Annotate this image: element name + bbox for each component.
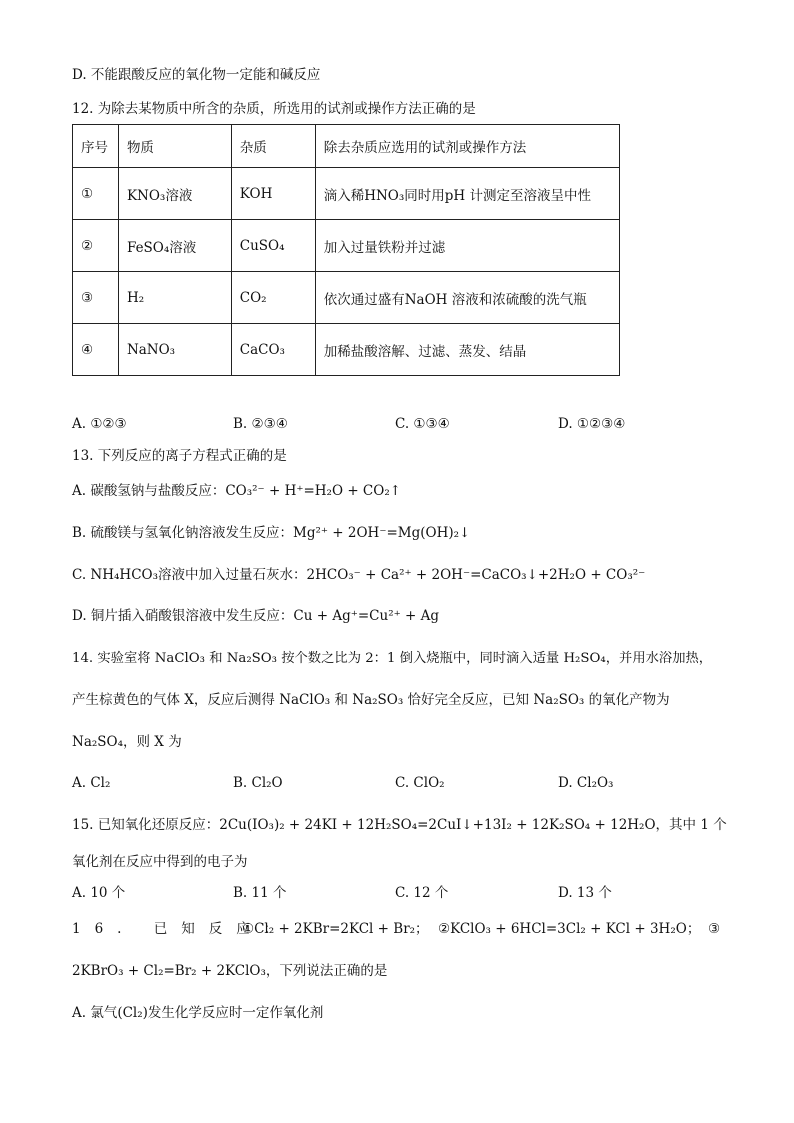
q14-line-3: Na₂SO₄，则 X 为 (72, 734, 182, 750)
q13-option-c: C. NH₄HCO₃溶液中加入过量石灰水：2HCO₃⁻ + Ca²⁺ + 2OH⁻=CaCO₃↓+2H₂O + CO₃²⁻ (72, 567, 646, 583)
q12-table (72, 124, 620, 376)
q16-reaction-3-marker: ③ (708, 921, 721, 937)
q16-option-a: A. 氯气(Cl₂)发生化学反应时一定作氧化剂 (72, 1005, 324, 1021)
q14-line-2: 产生棕黄色的气体 X，反应后测得 NaClO₃ 和 Na₂SO₃ 恰好完全反应，已知 Na₂SO₃ 的氧化产物为 (72, 692, 670, 708)
row-method: 加入过量铁粉并过滤 (315, 220, 619, 272)
q13-option-d: D. 铜片插入硝酸银溶液中发生反应：Cu + Ag⁺=Cu²⁺ + Ag (72, 608, 440, 624)
q12-option-c: C. ①③④ (395, 416, 450, 432)
row-substance: KNO₃溶液 (118, 168, 231, 220)
table-header-row (73, 125, 620, 168)
header-impurity: 杂质 (231, 125, 315, 168)
table-row (73, 220, 620, 272)
q14-option-d: D. Cl₂O₃ (558, 775, 614, 791)
table-row (73, 324, 620, 376)
header-substance: 物质 (118, 125, 231, 168)
q11-option-d: D. 不能跟酸反应的氧化物一定能和碱反应 (72, 67, 321, 83)
row-impurity: CaCO₃ (231, 324, 315, 376)
row-impurity: KOH (231, 168, 315, 220)
table-row (73, 272, 620, 324)
q15-option-a: A. 10 个 (72, 885, 126, 901)
q14-option-b: B. Cl₂O (233, 775, 283, 791)
q13-option-b: B. 硫酸镁与氢氧化钠溶液发生反应：Mg²⁺ + 2OH⁻=Mg(OH)₂↓ (72, 525, 471, 541)
q12-option-b: B. ②③④ (233, 416, 288, 432)
header-method: 除去杂质应选用的试剂或操作方法 (315, 125, 619, 168)
q14-option-c: C. ClO₂ (395, 775, 445, 791)
row-impurity: CuSO₄ (231, 220, 315, 272)
q12-stem: 12. 为除去某物质中所含的杂质，所选用的试剂或操作方法正确的是 (72, 101, 476, 117)
q12-option-a: A. ①②③ (72, 416, 127, 432)
q13-stem: 13. 下列反应的离子方程式正确的是 (72, 448, 287, 464)
q15-option-c: C. 12 个 (395, 885, 449, 901)
row-substance: H₂ (118, 272, 231, 324)
table-row (73, 168, 620, 220)
header-no: 序号 (73, 125, 119, 168)
row-impurity: CO₂ (231, 272, 315, 324)
row-no: ③ (73, 272, 119, 324)
q16-line-2: 2KBrO₃ + Cl₂=Br₂ + 2KClO₃，下列说法正确的是 (72, 963, 388, 979)
q14-line-1: 14. 实验室将 NaClO₃ 和 Na₂SO₃ 按个数之比为 2：1 倒入烧瓶中，同时滴入适量 H₂SO₄，并用水浴加热， (72, 651, 713, 666)
q14-option-a: A. Cl₂ (72, 775, 111, 791)
q16-reaction-2: ②KClO₃ + 6HCl=3Cl₂ + KCl + 3H₂O； (438, 921, 701, 937)
row-no: ② (73, 220, 119, 272)
row-method: 加稀盐酸溶解、过滤、蒸发、结晶 (315, 324, 619, 376)
row-no: ④ (73, 324, 119, 376)
row-substance: FeSO₄溶液 (118, 220, 231, 272)
q15-option-d: D. 13 个 (558, 885, 612, 901)
q15-option-b: B. 11 个 (233, 885, 287, 901)
q16-reaction-1: ①Cl₂ + 2KBr=2KCl + Br₂； (242, 921, 429, 937)
row-method: 依次通过盛有NaOH 溶液和浓硫酸的洗气瓶 (315, 272, 619, 324)
q15-line-1: 15. 已知氧化还原反应：2Cu(IO₃)₂ + 24KI + 12H₂SO₄=2CuI↓+13I₂ + 12K₂SO₄ + 12H₂O，其中 1 个 (72, 817, 727, 833)
q12-option-d: D. ①②③④ (558, 416, 626, 432)
q16-prefix: 16. 已知反应： (72, 921, 292, 937)
row-substance: NaNO₃ (118, 324, 231, 376)
row-method: 滴入稀HNO₃同时用pH 计测定至溶液呈中性 (315, 168, 619, 220)
q13-option-a: A. 碳酸氢钠与盐酸反应：CO₃²⁻ + H⁺=H₂O + CO₂↑ (72, 483, 402, 499)
q15-line-2: 氧化剂在反应中得到的电子为 (72, 854, 248, 870)
row-no: ① (73, 168, 119, 220)
